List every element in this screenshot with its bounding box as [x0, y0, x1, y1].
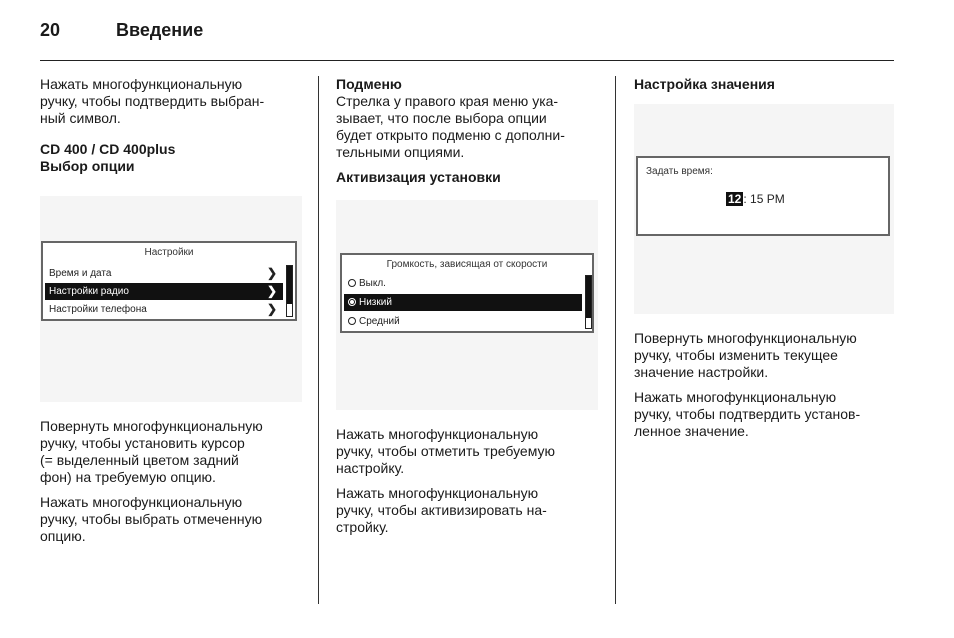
option-low[interactable]: [344, 294, 582, 311]
text-line: Нажать многофункциональную: [40, 494, 243, 510]
radio-checked-icon: [348, 298, 356, 306]
display-frame: [41, 241, 297, 321]
menu-item-label: Настройки радио: [49, 286, 129, 297]
paragraph: [40, 494, 302, 545]
intro-paragraph: [40, 76, 302, 127]
paragraph: [336, 485, 598, 536]
menu-item-time-date[interactable]: [45, 265, 283, 282]
scrollbar-thumb[interactable]: [586, 276, 591, 318]
text-line: Стрелка у правого края меню ука-: [336, 93, 559, 109]
text-line: тельными опциями.: [336, 144, 465, 160]
text-line: ручку, чтобы отметить требуемую: [336, 443, 556, 459]
text-line: зывает, что после выбора опции: [336, 110, 547, 126]
heading-select-option: Выбор опции: [40, 158, 135, 174]
chevron-right-icon: ❯: [266, 284, 277, 298]
text-line: фон) на требуемую опцию.: [40, 469, 216, 485]
column-3: [634, 76, 896, 93]
screen-illustration-time: [634, 104, 894, 314]
text-line: ручку, чтобы активизировать на-: [336, 502, 547, 518]
text-line: значение настройки.: [634, 364, 769, 380]
text-line: Повернуть многофункциональную: [634, 330, 857, 346]
text-line: Нажать многофункциональную: [634, 389, 837, 405]
option-label: Низкий: [359, 297, 392, 308]
display-title: Настройки: [144, 247, 194, 258]
text-line: ручку, чтобы подтвердить выбран-: [40, 93, 265, 109]
option-label: Выкл.: [359, 278, 386, 289]
column-3-lower: [634, 330, 896, 448]
heading-model: CD 400 / CD 400plus: [40, 141, 176, 157]
page-number: 20: [40, 20, 61, 40]
menu-item-radio-settings[interactable]: [45, 283, 283, 300]
text-line: ручку, чтобы установить курсор: [40, 435, 245, 451]
time-prompt: Задать время:: [646, 166, 713, 177]
text-line: ручку, чтобы выбрать отмеченную: [40, 511, 263, 527]
text-line: опцию.: [40, 528, 86, 544]
heading-value-setting: Настройка значения: [634, 76, 775, 92]
page-header: [40, 18, 894, 61]
option-off[interactable]: [344, 275, 582, 292]
option-medium[interactable]: [344, 313, 582, 330]
radio-unchecked-icon: [348, 317, 356, 325]
column-1-lower: [40, 418, 302, 553]
text-line: Нажать многофункциональную: [336, 426, 539, 442]
text-line: (= выделенный цветом задний: [40, 452, 239, 468]
display-title: Громкость, зависящая от скорости: [386, 259, 548, 270]
text-line: будет открыто подменю с дополни-: [336, 127, 565, 143]
option-label: Средний: [359, 316, 400, 327]
section-title: Введение: [116, 20, 204, 40]
text-line: Нажать многофункциональную: [336, 485, 539, 501]
text-line: ручку, чтобы подтвердить установ-: [634, 406, 861, 422]
text-line: настройку.: [336, 460, 405, 476]
text-line: ный символ.: [40, 110, 121, 126]
paragraph: [336, 426, 598, 477]
column-1: [40, 76, 302, 175]
text-line: ленное значение.: [634, 423, 749, 439]
column-2-lower: [336, 426, 598, 544]
chevron-right-icon: ❯: [266, 266, 277, 280]
text-line: Повернуть многофункциональную: [40, 418, 263, 434]
text-line: стройку.: [336, 519, 389, 535]
column-divider: [615, 76, 616, 604]
heading-activate: Активизация установки: [336, 169, 501, 185]
menu-item-label: Настройки телефона: [49, 304, 147, 315]
column-2: [336, 76, 598, 186]
radio-unchecked-icon: [348, 279, 356, 287]
column-divider: [318, 76, 319, 604]
submenu-paragraph: [336, 93, 598, 161]
display-frame: [636, 156, 890, 236]
time-value[interactable]: [726, 192, 785, 206]
chevron-right-icon: ❯: [266, 302, 277, 316]
screen-illustration-volume: [336, 200, 598, 410]
text-line: Нажать многофункциональную: [40, 76, 243, 92]
paragraph: [40, 418, 302, 486]
scrollbar-thumb[interactable]: [287, 266, 292, 304]
menu-item-phone-settings[interactable]: [45, 301, 283, 318]
scrollbar[interactable]: [286, 265, 293, 317]
paragraph: [634, 389, 896, 440]
scrollbar[interactable]: [585, 275, 592, 329]
paragraph: [634, 330, 896, 381]
text-line: ручку, чтобы изменить текущее: [634, 347, 838, 363]
time-rest: : 15 PM: [743, 192, 785, 206]
hour-field[interactable]: 12: [728, 192, 742, 206]
display-frame: [340, 253, 594, 333]
screen-illustration-settings: [40, 196, 302, 402]
menu-item-label: Время и дата: [49, 268, 112, 279]
heading-submenu: Подменю: [336, 76, 402, 92]
